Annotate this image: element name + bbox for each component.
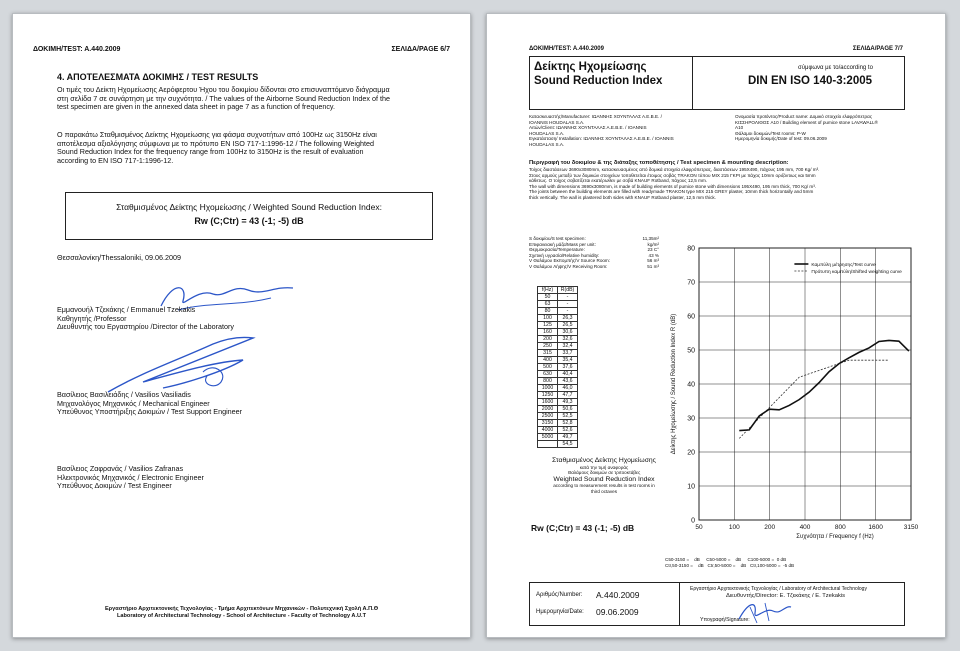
frequency-cell: 630	[538, 371, 558, 378]
frequency-table	[537, 286, 578, 448]
results-paragraph-1: Οι τιμές του Δείκτη Ηχομείωσης Αερόφερτου Ήχου του δοκιμίου δίδονται στο επισυναπτόμενο διάγραμμα στη σελίδα 7 σε συνάρτηση με την συχνότητα. / The values of the Airborne Sound Reduction Index of the test specimen are given in the annexed data sheet in page 7 as a function of frequency.	[57, 85, 390, 112]
weighted-index-box	[65, 192, 433, 240]
table-row	[538, 329, 578, 336]
table-row	[538, 378, 578, 385]
table-header-row	[538, 287, 578, 294]
spectrum-adaptation-terms: C50-3150 = dB C50-5000 = dB C100-5000 = 0 dB Ctr,50-3150 = dB Ctr,50-5000 = dB Ctr,100-5000 = -5 dB	[665, 557, 795, 568]
table-row	[538, 392, 578, 399]
x-tick-label: 50	[695, 524, 703, 531]
table-row	[538, 301, 578, 308]
frequency-cell: 100	[538, 315, 558, 322]
frequency-cell: 160	[538, 329, 558, 336]
reduction-cell: 52,5	[558, 413, 578, 420]
frequency-cell: 4000	[538, 427, 558, 434]
reduction-cell: 37,6	[558, 364, 578, 371]
chart-svg	[665, 240, 925, 555]
signatory-2: Βασίλειος Βασιλειάδης / Vasilios Vasiliadis Μηχανολόγος Μηχανικός / Mechanical Engineer Υπεύθυνος Υποστήριξης Δοκιμών / Test Support Engineer	[57, 390, 243, 417]
table-row	[538, 294, 578, 301]
footer-box: Αριθμός/Number: A.440.2009 Ημερομηνία/Date: 09.06.2009 Εργαστήριο Αρχιτεκτονικής Τεχνολογίας / Laboratory of Architectural Technology Διευθυντής/Director: Ε. Τζεκάκης / E. Tzekakis Υπογραφή/Signature:	[529, 582, 905, 626]
reduction-cell: 32,4	[558, 343, 578, 350]
test-number-header: ΔΟΚΙΜΗ/TEST: A.440.2009	[33, 46, 121, 53]
table-header-cell: R(dB)	[558, 287, 578, 294]
y-tick-label: 0	[691, 517, 695, 525]
reduction-cell: 40,4	[558, 371, 578, 378]
title-cell	[530, 57, 693, 109]
reduction-cell: 26,3	[558, 315, 578, 322]
frequency-cell: 3150	[538, 420, 558, 427]
legend-entry-test: Καμπύλη μέτρησης/Test curve	[811, 263, 876, 268]
table-row	[538, 385, 578, 392]
director-signature-icon	[735, 597, 795, 625]
frequency-cell: 400	[538, 357, 558, 364]
y-tick-label: 10	[687, 483, 695, 491]
frequency-cell	[538, 441, 558, 448]
product-info: Ονομασία προϊόντος/Product name: Δομικό στοιχείο ελαφρόπετρας ΚΙΣΣΗΡΟΛΙΘΟΣ A10 / Building element of pumice stone LAVAWALL® A10 Θάλαμοι δοκιμών/Test rooms: P-W Ημερομηνία δοκιμής/Date of test: 09.06.2009	[735, 114, 879, 142]
reduction-cell: 46,0	[558, 385, 578, 392]
page-number-header: ΣΕΛΙΔΑ/PAGE 6/7	[391, 46, 450, 53]
table-row	[538, 420, 578, 427]
x-tick-label: 800	[834, 524, 846, 531]
table-row	[538, 406, 578, 413]
table-row	[538, 364, 578, 371]
table-row	[538, 399, 578, 406]
test-number-header: ΔΟΚΙΜΗ/TEST: A.440.2009	[529, 46, 604, 52]
y-tick-label: 20	[687, 449, 695, 457]
signatory-1: Εμμανουήλ Τζεκάκης / Emmanuel Tzekakis Καθηγητής /Professor Διευθυντής του Εργαστηρίου /Director of the Laboratory	[57, 305, 235, 332]
x-tick-label: 400	[799, 524, 811, 531]
reduction-cell: -	[558, 301, 578, 308]
table-row	[538, 434, 578, 441]
frequency-cell: 80	[538, 308, 558, 315]
reduction-cell: 49,3	[558, 399, 578, 406]
test-date: 09.06.2009	[596, 607, 639, 617]
table-row	[538, 336, 578, 343]
frequency-cell: 5000	[538, 434, 558, 441]
table-row	[538, 357, 578, 364]
frequency-cell: 1250	[538, 392, 558, 399]
results-paragraph-2: Ο παρακάτω Σταθμισμένος Δείκτης Ηχομείωσης για φάσμα συχνοτήτων από 100Hz ως 3150Hz είναι αποτέλεσμα αξιολόγησης σύμφωνα με το πρότυπο EN ISO 717-1:1996-12 / The following Weighted Sound Reduction Index for the frequency range from 100Hz to 3150Hz is the result of evaluation according to EN ISO 717-1:1996-12.	[57, 130, 377, 165]
y-tick-label: 80	[687, 245, 695, 253]
table-row	[538, 371, 578, 378]
table-row	[538, 441, 578, 448]
table-row	[538, 343, 578, 350]
section-title: 4. ΑΠΟΤΕΛΕΣΜΑΤΑ ΔΟΚΙΜΗΣ / TEST RESULTS	[57, 72, 259, 82]
legend-entry-shifted: Πρότυπη καμπύλη/Shifted weighting curve	[811, 270, 902, 275]
title-english: Sound Reduction Index	[534, 75, 663, 87]
frequency-cell: 200	[538, 336, 558, 343]
test-number: A.440.2009	[596, 590, 640, 600]
place-date: Θεσσαλονίκη/Thessaloniki, 09.06.2009	[57, 253, 181, 262]
weighted-index-block: Σταθμισμένος Δείκτης Ηχομείωσης κατά την τιμή αναφοράς Θαλάμους δοκιμών σε τριτοοκτάβες Weighted Sound Reduction Index according to measurement results in test rooms in third octaves	[552, 457, 656, 494]
reduction-cell: 50,6	[558, 406, 578, 413]
page-number-header: ΣΕΛΙΔΑ/PAGE 7/7	[852, 46, 903, 52]
x-tick-label: 200	[764, 524, 776, 531]
y-tick-label: 50	[687, 347, 695, 355]
standard-value: DIN EN ISO 140-3:2005	[748, 75, 873, 87]
reduction-cell: -	[558, 294, 578, 301]
reduction-cell: 35,4	[558, 357, 578, 364]
y-tick-label: 30	[687, 415, 695, 423]
test-parameters: S δοκιμίου/S test specimen: 11,35m² Επιφανειακή μάζα/Mass per unit: kg/m² Θερμοκρασία/Temperature: 23 C° Σχετική υγρασία/Relative humidity: 43 % V Θαλάμου Εκπομπής/V Source Room: 56 m³ V Θαλάμου Λήψης/V Receiving Room: 51 m³	[529, 236, 659, 269]
description-text: Τοίχος διαστάσεων 3690x3080mm, κατασκευασμένος από δομικά στοιχεία ελαφρόπετρας, διαστάσεων 195X490, πάχους 195 mm, 700 Kg/ m³. Στους αρμούς μεταξύ των δομικών στοιχείων τοποθετείται έτοιμος σοβάς TRAKON τύπου MIX 215 ΓΚΡΙ με πάχος 10mm οριζόντιως και 5mm κάθετως. Ο τοίχος σοβατίζεται εκατέρωθεν με σοβά KNAUF Rotband, πάχους 12,5 mm. The wall with dimensions 3690x3080mm, is made of building elements of pumice stone with dimensions 195X490, 195 mm thick, 700 Kg/ m³. The joints between the building elements are filled with readymade TRAKON type MIX 215 GREY plaster, 10mm thick horizontally and 5mm thick vertically. The wall is plastered both sides with KNAUF Rotband plaster, 12,5 mm thick.	[529, 167, 820, 200]
reduction-cell: 54,5	[558, 441, 578, 448]
title-greek: Δείκτης Ηχομείωσης	[534, 61, 647, 73]
x-tick-label: 100	[728, 524, 740, 531]
reduction-cell: 30,6	[558, 329, 578, 336]
table-row	[538, 315, 578, 322]
table-row	[538, 322, 578, 329]
x-axis-label: Συχνότητα / Frequency f (Hz)	[796, 534, 874, 540]
weighted-index-value: Rw (C;Ctr) = 43 (-1; -5) dB	[194, 216, 304, 226]
table-row	[538, 427, 578, 434]
client-info: Κατασκευαστής/Manufacturer: ΙΩΑΝΝΗΣ ΧΟΥΝΤΑΛΑΣ Α.Ε.Β.Ε. / IOANNIS HOUDALAS S.A. Αιτών/Client: ΙΩΑΝΝΗΣ ΧΟΥΝΤΑΛΑΣ Α.Ε.Β.Ε. / IOANNIS HOUDALAS S.A. Εγκατάσταση/ Installation: ΙΩΑΝΝΗΣ ΧΟΥΝΤΑΛΑΣ Α.Ε.Β.Ε. / IOANNIS HOUDALAS S.A.	[529, 114, 674, 147]
reduction-cell: 49,7	[558, 434, 578, 441]
reduction-cell: 52,8	[558, 420, 578, 427]
y-tick-label: 40	[687, 381, 695, 389]
table-row	[538, 308, 578, 315]
reduction-cell: -	[558, 308, 578, 315]
frequency-cell: 315	[538, 350, 558, 357]
x-tick-label: 1600	[868, 524, 883, 531]
sound-reduction-chart	[665, 240, 925, 560]
frequency-cell: 125	[538, 322, 558, 329]
frequency-cell: 50	[538, 294, 558, 301]
frequency-cell: 2500	[538, 413, 558, 420]
frequency-cell: 1000	[538, 385, 558, 392]
reduction-cell: 26,5	[558, 322, 578, 329]
reduction-cell: 32,6	[558, 336, 578, 343]
reduction-cell: 52,6	[558, 427, 578, 434]
left-footer: Εργαστήριο Αρχιτεκτονικής Τεχνολογίας - Τμήμα Αρχιτεκτόνων Μηχανικών - Πολυτεχνική Σχολή Α.Π.Θ Laboratory of Architectural Technology - School of Architecture - Faculty of Technology A.U.T	[104, 606, 379, 619]
frequency-cell: 2000	[538, 406, 558, 413]
weighted-index-value: Rw (C;Ctr) = 43 (-1; -5) dB	[531, 523, 635, 533]
frequency-cell: 500	[538, 364, 558, 371]
x-tick-label: 3150	[903, 524, 919, 531]
reduction-cell: 33,7	[558, 350, 578, 357]
frequency-cell: 250	[538, 343, 558, 350]
y-tick-label: 70	[687, 279, 695, 287]
table-row	[538, 413, 578, 420]
standard-label: σύμφωνα με το/according to	[798, 65, 873, 71]
reduction-cell: 43,6	[558, 378, 578, 385]
report-page-7	[486, 13, 946, 638]
title-box	[529, 56, 905, 110]
signatory-3: Βασίλειος Ζαφρανάς / Vasilios Zafranas Ηλεκτρονικός Μηχανικός / Electronic Engineer Υπεύθυνος Δοκιμών / Test Engineer	[57, 464, 204, 491]
y-tick-label: 60	[687, 313, 695, 321]
y-axis-label: Δείκτης Ηχομείωσης / Sound Reduction Index R (dB)	[671, 313, 677, 455]
frequency-cell: 63	[538, 301, 558, 308]
report-page-6	[12, 13, 471, 638]
frequency-cell: 1600	[538, 399, 558, 406]
table-header-cell: f(Hz)	[538, 287, 558, 294]
weighted-index-title: Σταθμισμένος Δείκτης Ηχομείωσης / Weighted Sound Reduction Index:	[116, 202, 382, 212]
frequency-cell: 800	[538, 378, 558, 385]
description-title: Περιγραφή του δοκιμίου & της διάταξης τοποθέτησης / Test specimen & mounting description:	[529, 160, 789, 166]
table-row	[538, 350, 578, 357]
reduction-cell: 47,7	[558, 392, 578, 399]
